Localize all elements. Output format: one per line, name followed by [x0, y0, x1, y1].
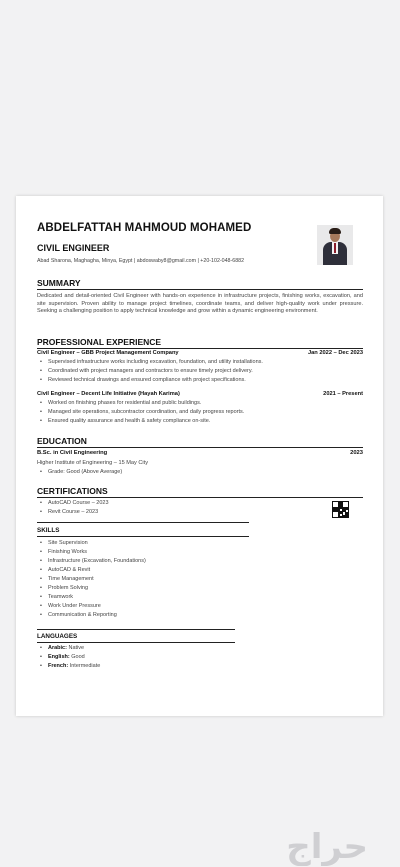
haraj-watermark-logo: [218, 826, 378, 866]
section-divider: [37, 497, 363, 498]
institution: Higher Institute of Engineering – 15 May City: [37, 460, 149, 466]
experience-heading: PROFESSIONAL EXPERIENCE: [37, 337, 162, 347]
job-dates: 2021 – Present: [323, 391, 363, 397]
skills-heading: SKILLS: [37, 527, 60, 534]
degree-line: [37, 450, 363, 456]
certifications-heading: CERTIFICATIONS: [37, 486, 108, 496]
language-name: Arabic:: [48, 645, 67, 651]
list-item: • Supervised infrastructure works including excavation, foundation, and utility installations.: [37, 358, 263, 367]
contact-line: Abad Sharona, Maghagha, Minya, Egypt | abdoswaby8@gmail.com | +20-102-048-6882: [37, 258, 245, 264]
languages-list: [37, 644, 100, 671]
list-item: • Teamwork: [37, 593, 146, 602]
qr-code-icon: [332, 501, 349, 518]
language-name: French:: [48, 663, 69, 669]
certifications-list: [37, 499, 109, 517]
list-item: • Time Management: [37, 575, 146, 584]
job-dates: Jan 2022 – Dec 2023: [307, 350, 363, 356]
languages-heading: LANGUAGES: [37, 633, 78, 640]
list-item: • AutoCAD & Revit: [37, 566, 146, 575]
list-item: • Problem Solving: [37, 584, 146, 593]
language-level: Intermediate: [69, 663, 101, 669]
candidate-name: ABDELFATTAH MAHMOUD MOHAMED: [37, 222, 252, 234]
list-item: [37, 662, 100, 671]
section-divider: [37, 629, 235, 630]
list-item: • Work Under Pressure: [37, 602, 146, 611]
section-divider: [37, 348, 363, 349]
summary-text: Dedicated and detail-oriented Civil Engineer with hands-on experience in infrastructure projects, finishing works, excavation, and site supervision. Proven ability to manage project timelines, coordinate teams, and deliver high-quality work under pressure. Seeking a challenging position to apply technical knowledge and grow within a dynamic engineering environment.: [37, 293, 363, 315]
list-item: • Site Supervision: [37, 539, 146, 548]
list-item: • Managed site operations, subcontractor coordination, and daily progress reports.: [37, 408, 244, 417]
list-item: • Infrastructure (Excavation, Foundations): [37, 557, 146, 566]
profile-photo: [317, 225, 353, 265]
list-item: • AutoCAD Course – 2023: [37, 499, 109, 508]
job-header: [37, 350, 363, 356]
list-item: • Finishing Works: [37, 548, 146, 557]
watermark-text: حراج: [286, 827, 368, 866]
job-header: [37, 391, 363, 397]
list-item: • Worked on finishing phases for residential and public buildings.: [37, 399, 244, 408]
list-item: • Revit Course – 2023: [37, 508, 109, 517]
education-details: [37, 468, 122, 477]
list-item: • Grade: Good (Above Average): [37, 468, 122, 477]
list-item: [37, 644, 100, 653]
list-item: • Communication & Reporting: [37, 611, 146, 620]
job-title-company: Civil Engineer – GBB Project Management Company: [37, 350, 179, 356]
list-item: • Coordinated with project managers and contractors to ensure timely project delivery.: [37, 367, 263, 376]
section-divider: [37, 522, 249, 523]
skills-list: [37, 539, 146, 620]
summary-heading: SUMMARY: [37, 278, 81, 288]
section-divider: [37, 289, 363, 290]
education-heading: EDUCATION: [37, 436, 87, 446]
language-level: Good: [71, 654, 85, 660]
degree-year: 2023: [350, 450, 363, 456]
list-item: [37, 653, 100, 662]
language-name: English:: [48, 654, 70, 660]
job-title: CIVIL ENGINEER: [37, 243, 110, 253]
section-divider: [37, 642, 235, 643]
job-title-company: Civil Engineer – Decent Life Initiative (Hayah Karima): [37, 391, 180, 397]
language-level: Native: [68, 645, 85, 651]
job-duties-list: [37, 358, 263, 385]
list-item: • Ensured quality assurance and health & safety compliance on-site.: [37, 417, 244, 426]
degree-name: B.Sc. in Civil Engineering: [37, 450, 108, 456]
list-item: • Reviewed technical drawings and ensured compliance with project specifications.: [37, 376, 263, 385]
resume-page: [16, 196, 383, 716]
section-divider: [37, 536, 249, 537]
section-divider: [37, 447, 363, 448]
job-duties-list: [37, 399, 244, 426]
